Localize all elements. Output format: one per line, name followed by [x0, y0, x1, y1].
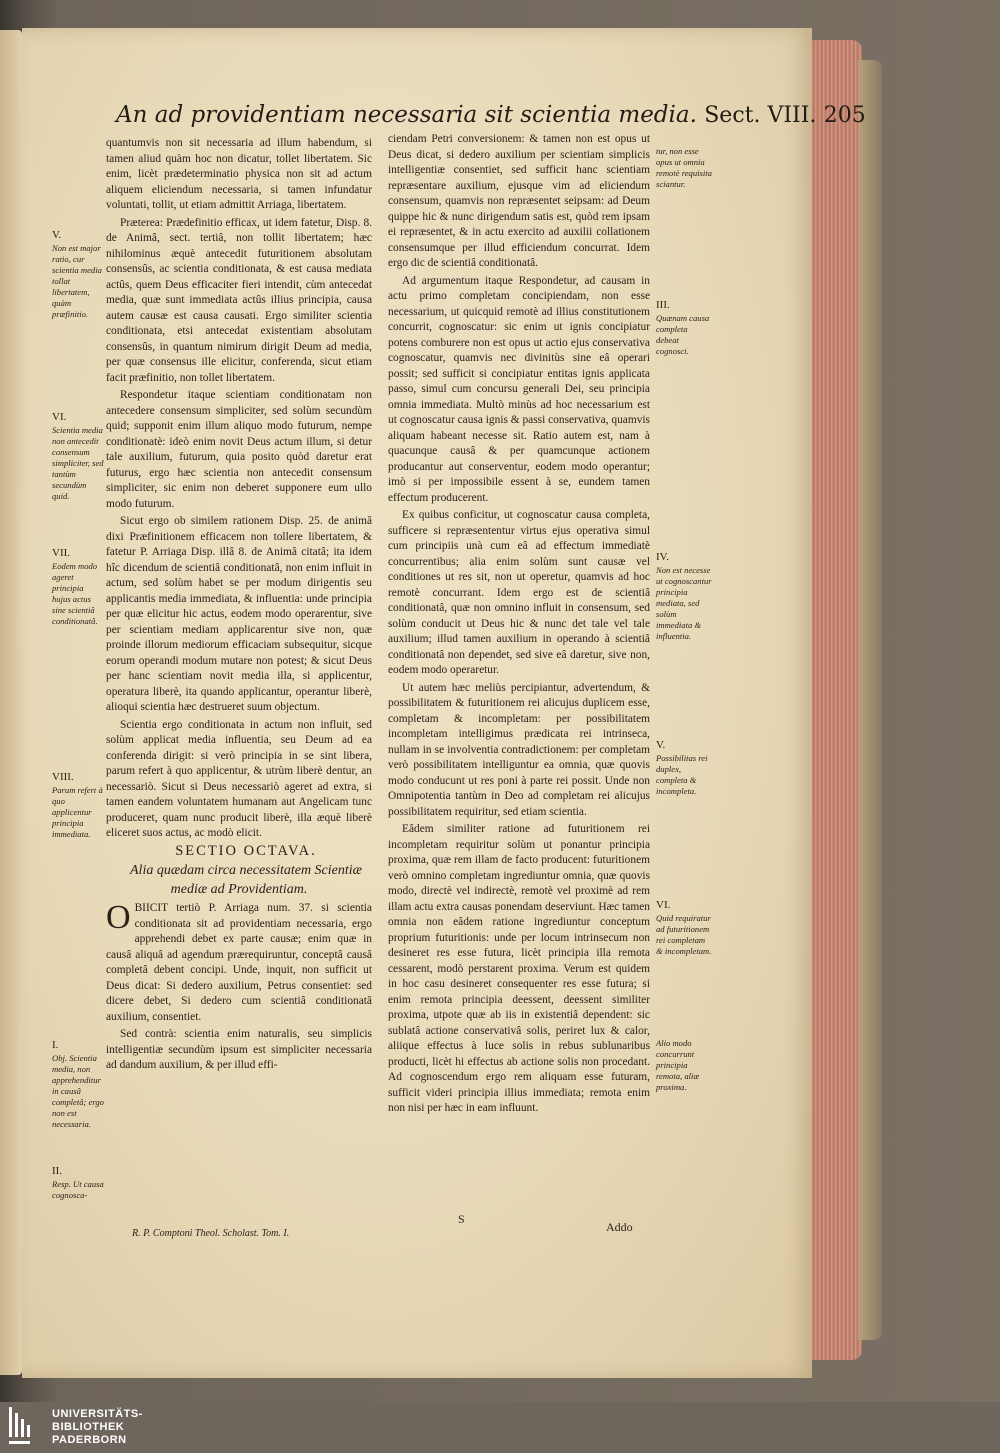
paragraph: ciendam Petri conversionem: & tamen non est opus ut Deus dicat, si dedero auxilium per scientiam simplicis intelligentiæ consentiet, sed sufficit hanc scientiam repræsentare auxilium, ejusque vim ad eliciendum consensum, quamvis non repræsentet seipsam: ad Deum quippe hic & nunc dirigendum satis est, quòd rem ipsam ei repræsentet, & in actu exercito ad auxilii collationem consensumque per illud efficiendum concurrat. Idem ergo dic de scientiâ conditionatâ.: [388, 133, 650, 269]
margin-note: III. Quænam causa completa debeat cognosci.: [656, 299, 710, 356]
margin-note: VIII. Parum refert à quo applicentur principia immediata.: [52, 771, 103, 839]
paragraph: Ut autem hæc meliùs percipiantur, advertendum, & possibilitatem & futuritionem rei alicujus duplicem esse, completam & incompletam: per possibilitatem incompletam intelligimus prædicata rei intrinseca, nullam in se involventia contradictionem: per completam verò possibilitatem intelliguntur ea omnia, quæ quovis modo conducunt ut res poni à parte rei possit. Unde non Omnipotentia tantùm in Deo ad completam rei alicujus possibilitatem requiritur, sed etiam scientia.: [388, 681, 650, 818]
section-title: SECTIO OCTAVA.: [175, 842, 317, 859]
left-text-column: [106, 136, 372, 1076]
margin-note: tur, non esse opus ut omnia remotè requisita sciantur.: [656, 146, 712, 189]
margin-note: IV. Non est necesse ut cognoscantur principia mediata, sed solùm immediata & influentia.: [656, 551, 712, 641]
paragraph: Scientia ergo conditionata in actum non influit, sed solùm applicat media influentia, seu Deum ad ea conferenda dirigit: si verò principia in se sint libera, parum refert à quo applicentur, & utrùm liberè dentur, an necessariò. Sicut si Deus necessariò ageret ad extra, si tamen eandem voluntatem humanam aut Angelicam tunc produceret, quam nunc producit liberè, illa æquè liberè eliceret suos actus, ac modò elicit.: [106, 718, 372, 839]
drop-cap: O: [106, 899, 131, 936]
margin-note: V. Possibilitas rei duplex, completa & incompleta.: [656, 739, 708, 796]
printer-signature-line: R. P. Comptoni Theol. Scholast. Tom. I.: [132, 1228, 290, 1239]
catchword: Addo: [606, 1220, 633, 1234]
section-label: Sect. VIII.: [704, 103, 817, 128]
section-subtitle: Alia quædam circa necessitatem Scientiæ mediæ ad Providentiam.: [130, 863, 362, 897]
running-title: An ad providentiam necessaria sit scientia media.: [116, 102, 697, 128]
paragraph: quantumvis non sit necessaria ad illum habendum, si tamen aliud quàm hoc non dicatur, tollet libertatem. Sic enim, licèt prædeterminatio physica non sit ad actum aliquem eliciendum necessaria, si tamen infundatur voluntati, tollit, ut etiam admittit Arriaga, libertatem.: [106, 137, 372, 211]
margin-note: VI. Scientia media non antecedit consensum simpliciter, sed tantùm secundùm quid.: [52, 411, 104, 501]
page-number: 205: [823, 103, 866, 128]
paragraph: Præterea: Prædefinitio efficax, ut idem fatetur, Disp. 8. de Animâ, sect. tertiâ, non tollit libertatem; hæc nihilominus æquè antecedit futuritionem absolutam consensûs, ac scientia conditionata, & est causa mediata actûs, quem Deus efficaciter fieri intendit, cùm antecedat media, quæ sunt immediata actûs illius principia, causa autem causæ est causa causati. Ergo similiter scientia conditionata, etsi antecedat existentiam absolutam consensûs, in quantum nimirum dirigit Deum ad media, per quæ consensus ille elicitur, conferenda, sicut etiam facit præfinitio, non tollet libertatem.: [106, 216, 372, 384]
page-fore-edge: [812, 40, 862, 1360]
margin-note: II. Resp. Ut causa cognosca-: [52, 1165, 104, 1200]
paragraph: Sicut ergo ob similem rationem Disp. 25. de animâ dixi Præfinitionem efficacem non tollere libertatem, & fatetur P. Arriaga Disp. illâ 8. de Animâ citatâ; ita idem hîc dicendum de scientiâ conditionatâ, non enim influit in actum, sed solùm habet se per modum dirigentis seu applicantis media immediata, & influentia: unde principia per quæ elicitur hic actus, eodem modo operarentur, sive per scientiam mediam applicarentur sive non, quæ proinde illorum mediorum efficaciam subsequitur, sicque eorum operandi modum mutare non potest; & sicut Deus per hanc scientiam novit media illa, si applicentur, operatura liberè, ita quando applicantur, operantur liberè, alioqui scientia hæc destrueret suum objectum.: [106, 515, 372, 713]
paragraph: Sed contrà: scientia enim naturalis, seu simplicis intelligentiæ secundùm ipsum est simpliciter necessaria ad dandum auxilium, & per illud effi-: [106, 1028, 372, 1071]
university-library-logo-icon: [6, 1405, 44, 1449]
margin-note: VI. Quid requiratur ad futuritionem rei completam & incompletam.: [656, 899, 712, 956]
paragraph: Eâdem similiter ratione ad futuritionem rei incompletam requiritur solùm ut ponantur principia proxima, quæ rem illam de facto producent: futuritionem verò omnino completam ingrediuntur omnia, quæ quovis modo, directè vel indirectè, remotè vel proximè ad rem illam actu extra causas ponendam deserviunt. Hæc tamen omnia non eâdem ratione ingrediuntur conceptum proprium futuritionis: unde per locum intrinsecum non desineret res esse futura, licèt principia illa remota cessarent, modò perstarent proxima. Verum est quidem in hoc casu desineret consequenter res esse futura; si enim remota principia deessent, deessent similiter proxima, utpote quæ ab iis in existentiâ dependent: sic sublatâ actione conservativâ solis, periret lux & calor, aliique effectus à luce solis in rebus sublunaribus producti, licèt hi effectus ab actione solis non procedant. Ad cognoscendum ergo rem aliquam esse futuram, sufficit videri principia illius immediata; remota enim non nisi per hæc in eam influunt.: [388, 823, 650, 1114]
margin-note: Alio modo concurrunt principia remota, aliæ proxima.: [656, 1038, 700, 1092]
margin-note: I. Obj. Scientia media, non apprehenditur in causâ completâ; ergo non est necessaria.: [52, 1039, 104, 1129]
paragraph: Ex quibus conficitur, ut cognoscatur causa completa, sufficere si repræsententur virtus ejus operativa simul cum principiis unà cum eâ ad effectum immediatè concurrentibus; alia enim solùm sunt causæ vel conditiones ut res sit, non ut operetur, quamvis ad hoc remotè concurrant. Idem ergo est de scientiâ conditionatâ, quæ non omnino influit in consensum, sed solùm conducit ut Deus hic & nunc det tale vel tale auxilium; illud tamen auxilium in operando à scientiâ conditionatâ non dependet, sed sive eâ daretur, sive non, eodem modo operaretur.: [388, 509, 650, 676]
library-name: UNIVERSITÄTS- BIBLIOTHEK PADERBORN: [52, 1408, 143, 1446]
book-cover-edge: [858, 60, 882, 1340]
paragraph: Respondetur itaque scientiam conditionatam non antecedere consensum simpliciter, sed solùm secundùm quid; supponit enim illum aliquo modo futurum, nempe conditionatè: ideò enim novit Deus actum illum, si detur tale auxilium, futurum, quia posito quòd daretur erat futurus, ergo hæc scientia non antecedit consensum simpliciter, sic enim non deberet supponere eum ullo modo futurum.: [106, 389, 372, 510]
margin-note: VII. Eodem modo ageret principia hujus actus sine scientiâ conditionatâ.: [52, 547, 98, 626]
library-footer-bar: [0, 1402, 1000, 1453]
signature-mark: S: [458, 1212, 465, 1226]
paragraph: Ad argumentum itaque Respondetur, ad causam in actu primo completam concipiendam, non esse necessarium, ut quicquid remotè ad illius constitutionem concurrit, cognoscatur: sic enim ut ignis concipiatur potens comburere non est opus ut actio ejus conservativa cognoscatur, quamvis nec divinitùs sine eâ operari possit; sed sufficit si concipiatur entitas ignis applicata passo, simul cum concursu generali Dei, seu principia omnia immediata. Multò minùs ad hoc necessarium est ut cognoscatur causa ignis & passi conservativa, quamvis aliquam habeant necesse sit. Ratio autem est, nam à quacunque causâ & per quamcunque actionem producantur aut conserventur, eodem modo operantur; imò si per impossibile essent à se, eundem tamen effectum producerent.: [388, 274, 650, 504]
paragraph: OBIICIT tertiò P. Arriaga num. 37. si scientia conditionata sit ad providentiam necessaria, ergo apprehendi debet ex parte causæ; enim quæ in causâ aliquâ ad agendum prærequiruntur, conceptâ causâ completâ debent concipi. Unde, inquit, non sufficit ut Deus dicat: Si dedero auxilium, Petrus consentiet: sed dicere debet, Si dedero cum scientiâ conditionatâ auxilium, consentiet.: [106, 899, 372, 1023]
right-text-column: [388, 132, 650, 1119]
facing-page-edge: [0, 30, 22, 1375]
margin-note: V. Non est major ratio, cur scientia media tollat libertatem, quàm præfinitio.: [52, 229, 102, 319]
